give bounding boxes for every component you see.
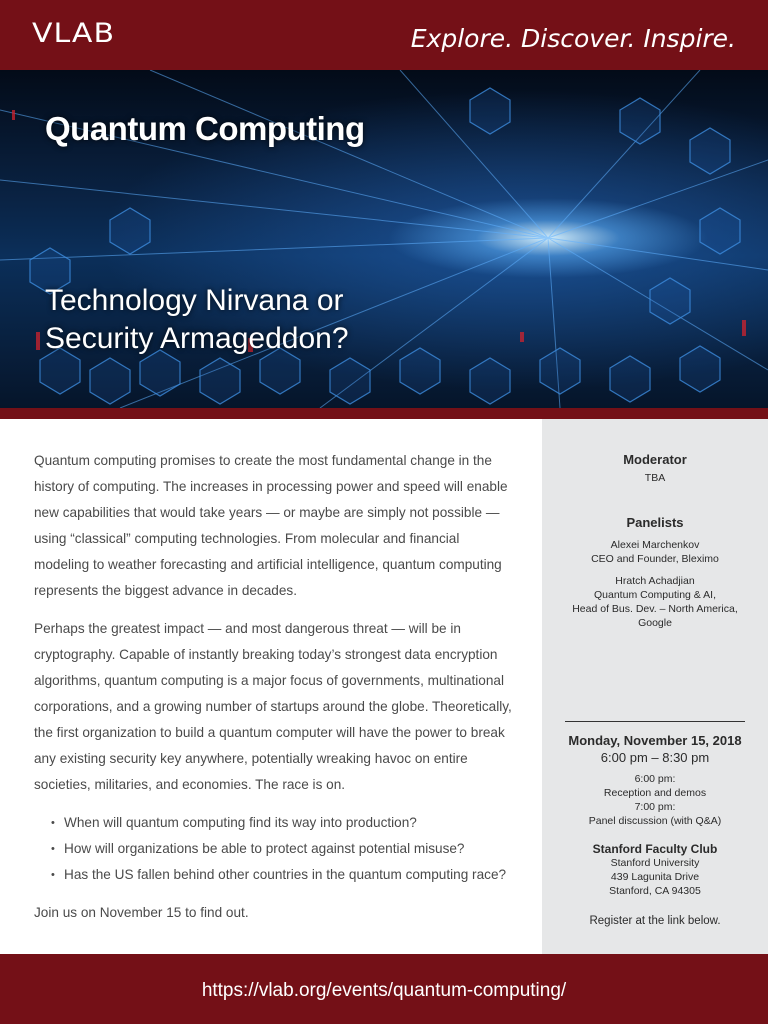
- schedule-section: [542, 733, 768, 828]
- panelist-title: Head of Bus. Dev. – North America,: [572, 603, 738, 615]
- register-note: [542, 914, 768, 928]
- venue-line: Stanford, CA 94305: [609, 885, 701, 897]
- hero-banner: [0, 70, 768, 408]
- question-item: • When will quantum computing find its way into production?: [34, 810, 512, 836]
- panelist-title: CEO and Founder, Bleximo: [591, 553, 719, 565]
- description-paragraph: Perhaps the greatest impact — and most dangerous threat — will be in cryptography. Capable of instantly breaking today’s strongest data encryption algorithms, quantum computing is a major focus of governments, multinational corporations, and a growing number of startups around the globe. Theoretically, the first organization to build a quantum computer will have the power to break any existing security key anywhere, potentially wreaking havoc on entire societies, militaries, and economies. The race is on.: [34, 621, 512, 792]
- header-bar: [0, 0, 768, 70]
- panelist-name: Hratch Achadjian: [615, 575, 695, 587]
- moderator-section: [542, 452, 768, 485]
- subtitle-line: Technology Nirvana or: [45, 284, 344, 317]
- schedule-time: 7:00 pm:: [634, 801, 676, 813]
- event-time: 6:00 pm – 8:30 pm: [600, 750, 710, 765]
- closing-line: Join us on November 15 to find out.: [34, 905, 249, 920]
- schedule-item: Reception and demos: [603, 787, 707, 799]
- description-paragraph: Quantum computing promises to create the most fundamental change in the history of computing. The increases in processing power and speed will enable new capabilities that would take years — or maybe are simply not possible — using “classical” computing technologies. From molecular and financial modeling to weather forecasting and artificial intelligence, quantum computing represents the biggest advance in decades.: [34, 453, 508, 598]
- venue-line: 439 Lagunita Drive: [610, 871, 700, 883]
- panelist-title: Google: [638, 617, 672, 629]
- event-sidebar: [542, 419, 768, 954]
- venue-name: Stanford Faculty Club: [592, 842, 718, 856]
- subtitle-line: Security Armageddon?: [45, 322, 349, 355]
- question-item: • How will organizations be able to protect against potential misuse?: [34, 836, 512, 862]
- vlab-logo[interactable]: VLAB: [32, 17, 116, 50]
- panelists-heading: Panelists: [626, 515, 684, 530]
- divider-bar: [0, 408, 768, 419]
- panelist-title: Quantum Computing & AI,: [594, 589, 716, 601]
- moderator-name: TBA: [644, 472, 666, 484]
- panelists-section: [542, 515, 768, 630]
- register-text: Register at the link below.: [589, 915, 721, 927]
- event-description: [34, 448, 512, 938]
- panelist: [542, 574, 768, 630]
- tagline: Explore. Discover. Inspire.: [410, 24, 736, 53]
- sidebar-divider: [565, 721, 745, 722]
- panelist-name: Alexei Marchenkov: [610, 539, 700, 551]
- panelist: [542, 538, 768, 566]
- event-title: Quantum Computing: [45, 110, 365, 147]
- question-item: • Has the US fallen behind other countries in the quantum computing race?: [34, 862, 512, 888]
- question-list: [34, 810, 512, 888]
- footer-bar: [0, 954, 768, 1024]
- schedule-time: 6:00 pm:: [634, 773, 676, 785]
- event-date: Monday, November 15, 2018: [568, 733, 742, 748]
- schedule-item: Panel discussion (with Q&A): [588, 815, 722, 827]
- venue-section: [542, 842, 768, 898]
- moderator-heading: Moderator: [623, 452, 687, 467]
- schedule-list: [542, 772, 768, 828]
- event-subtitle: [45, 282, 465, 358]
- venue-line: Stanford University: [610, 857, 700, 869]
- event-url-link[interactable]: https://vlab.org/events/quantum-computing/: [201, 980, 567, 1001]
